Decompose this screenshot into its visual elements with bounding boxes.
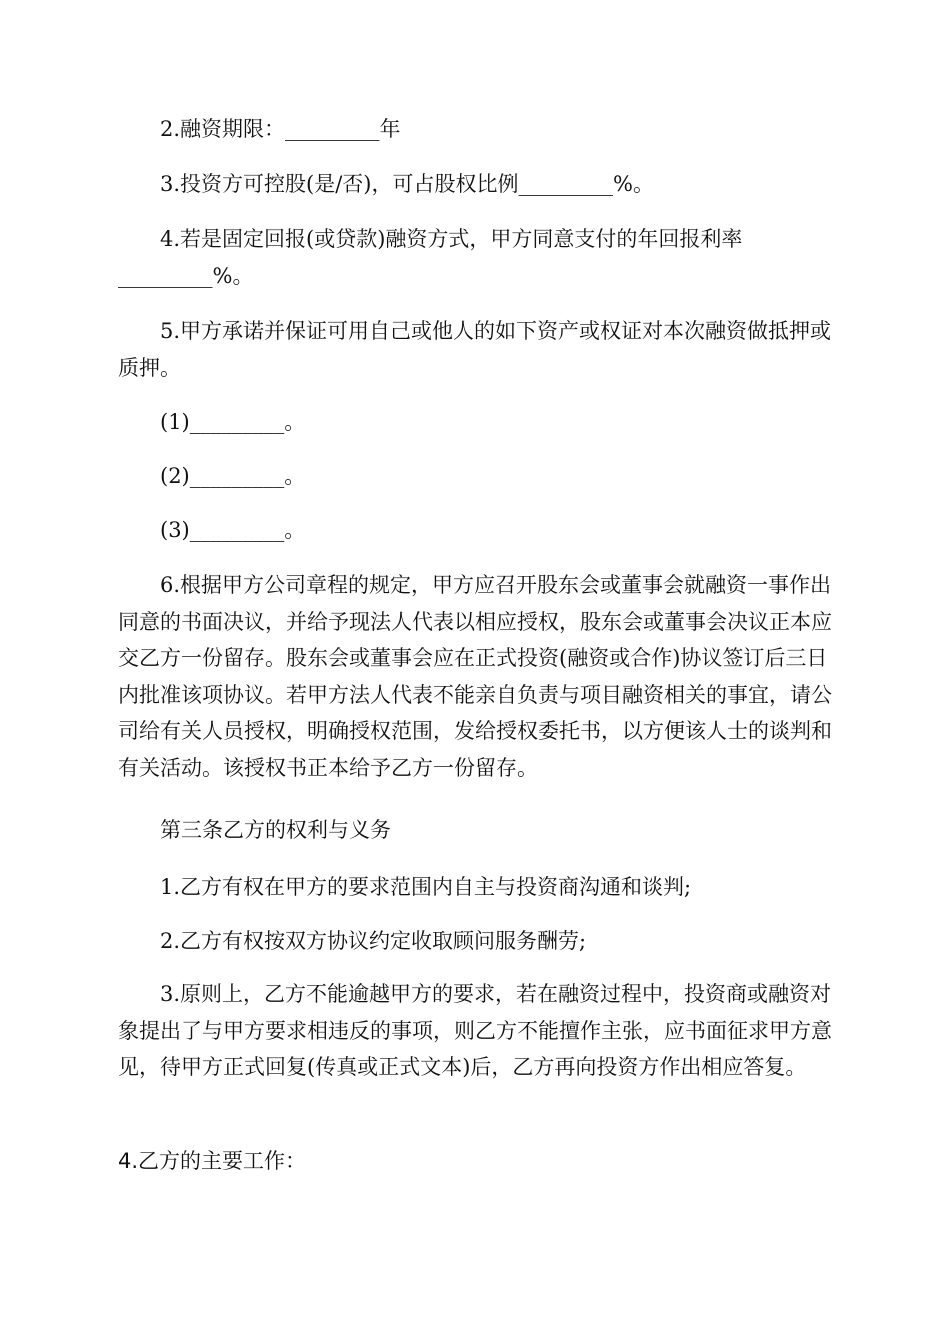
collateral-paragraph: 5.甲方承诺并保证可用自己或他人的如下资产或权证对本次融资做抵押或质押。 xyxy=(118,319,832,380)
collateral-item-2: (2)_________。 xyxy=(160,464,306,488)
financing-term-paragraph: 2.融资期限：_________年 xyxy=(160,117,401,141)
board-resolution-paragraph: 6.根据甲方公司章程的规定，甲方应召开股东会或董事会就融资一事作出同意的书面决议，并给予现法人代表以相应授权，股东会或董事会决议正本应交乙方一份留存。股东会或董事会应在正式投资(融资或合作)协议签订后三日内批准该项协议。若甲方法人代表不能亲自负责与项目融资相关的事宜，请公司给有关人员授权，明确授权范围，发给授权委托书，以方便该人士的谈判和有关活动。该授权书正本给予乙方一份留存。 xyxy=(118,573,832,780)
party-b-main-work-heading: 4.乙方的主要工作： xyxy=(118,1149,307,1173)
collateral-item-1: (1)_________。 xyxy=(160,410,306,434)
party-b-right-1: 1.乙方有权在甲方的要求范围内自主与投资商沟通和谈判; xyxy=(160,875,692,899)
investor-control-paragraph: 3.投资方可控股(是/否)，可占股权比例_________%。 xyxy=(160,172,654,196)
fixed-return-paragraph: 4.若是固定回报(或贷款)融资方式，甲方同意支付的年回报利率_________%。 xyxy=(118,227,743,288)
collateral-item-3: (3)_________。 xyxy=(160,518,306,542)
article-three-heading: 第三条乙方的权利与义务 xyxy=(160,818,391,842)
party-b-right-3: 3.原则上，乙方不能逾越甲方的要求，若在融资过程中，投资商或融资对象提出了与甲方要求相违反的事项，则乙方不能擅作主张，应书面征求甲方意见，待甲方正式回复(传真或正式文本)后，乙方再向投资方作出相应答复。 xyxy=(118,982,832,1079)
party-b-right-2: 2.乙方有权按双方协议约定收取顾问服务酬劳; xyxy=(160,929,587,953)
